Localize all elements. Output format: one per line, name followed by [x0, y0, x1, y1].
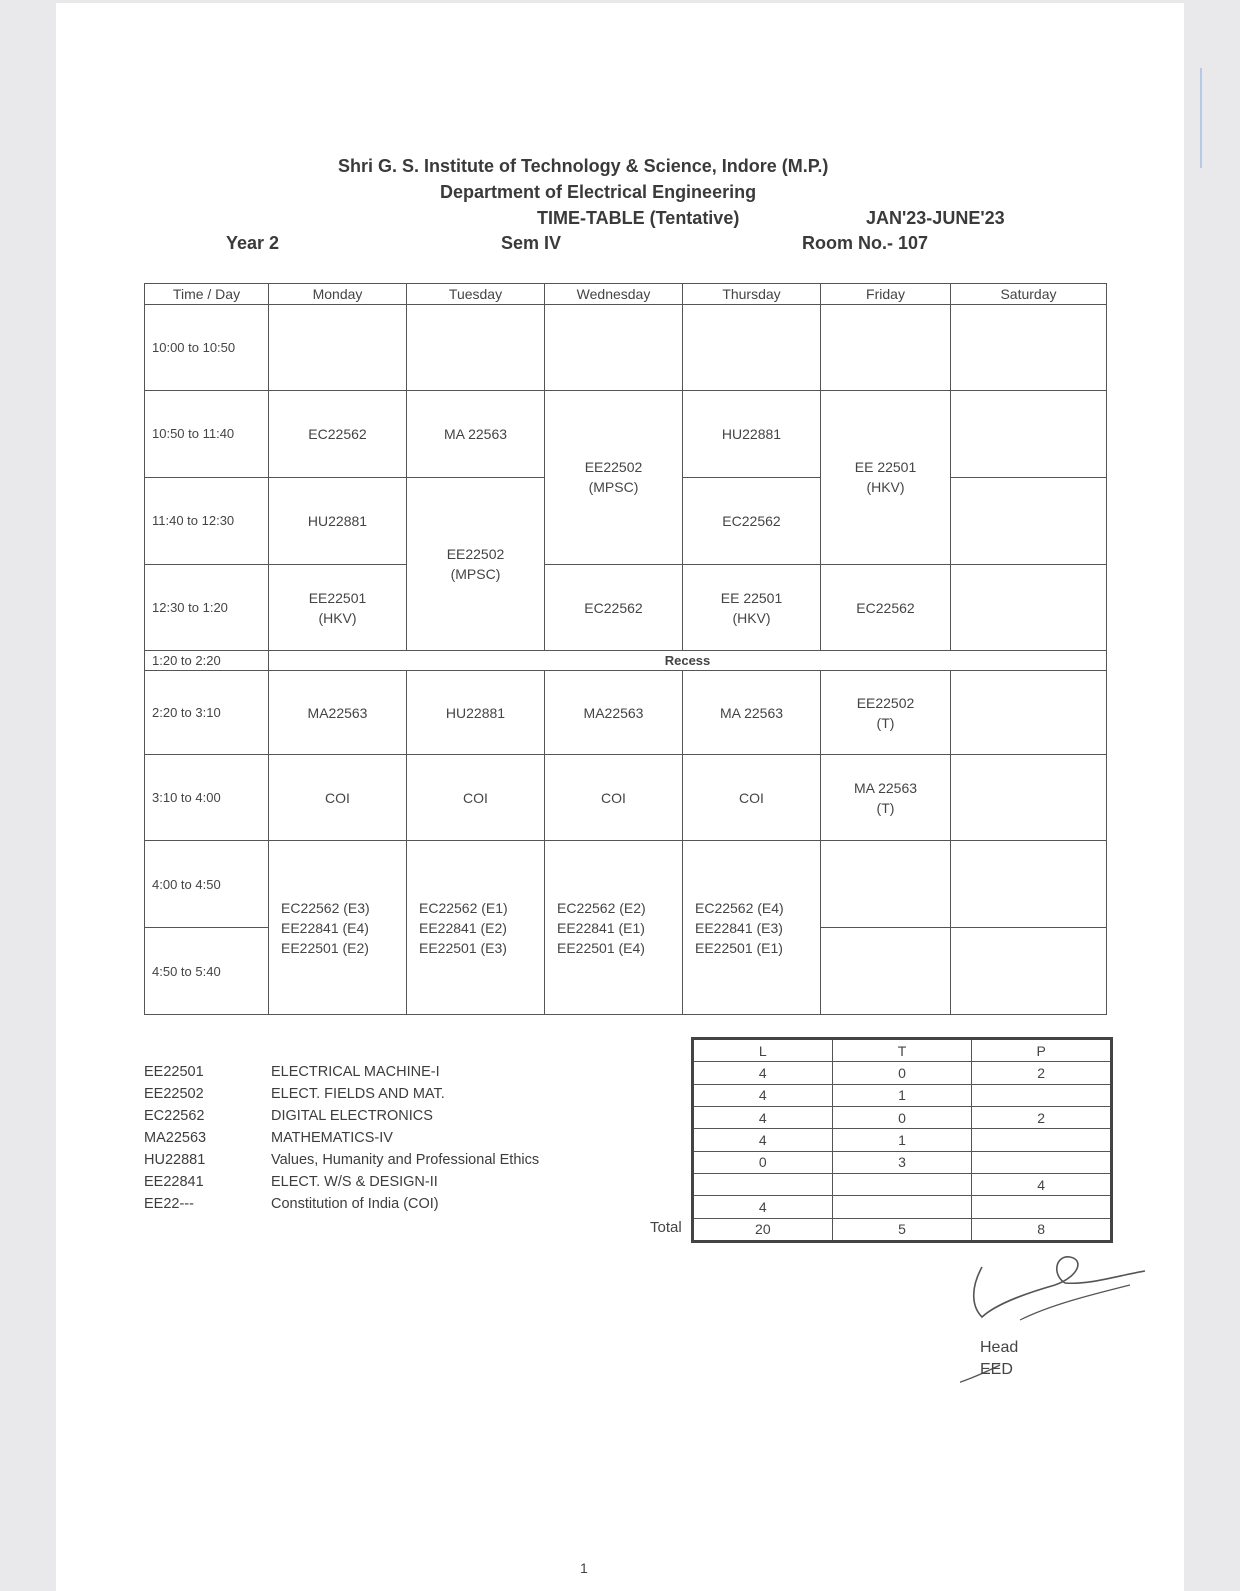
total-row: [693, 1218, 1112, 1241]
table-cell: [693, 1173, 833, 1195]
ltp-header-l: L: [693, 1039, 833, 1062]
table-cell: [683, 305, 821, 391]
table-cell: [407, 305, 545, 391]
table-cell: [545, 391, 683, 565]
table-row: [693, 1196, 1112, 1218]
cell-line: EC22562 (E4): [695, 899, 784, 916]
table-cell: 2: [972, 1107, 1112, 1129]
table-cell: HU22881: [683, 391, 821, 478]
lab-cell-monday: [269, 841, 407, 1015]
table-cell: [832, 1196, 972, 1218]
table-cell: COI: [407, 755, 545, 841]
table-cell: EC22562: [269, 391, 407, 478]
table-row: [145, 564, 1107, 651]
cell-line: EE22502: [856, 694, 915, 711]
table-row: [145, 670, 1107, 755]
course-code: EE22---: [144, 1196, 194, 1212]
course-name: ELECT. FIELDS AND MAT.: [271, 1086, 445, 1102]
table-row: [145, 391, 1107, 478]
table-header-row: [145, 284, 1107, 305]
table-row: [145, 755, 1107, 841]
table-cell: [972, 1151, 1112, 1173]
table-cell: [951, 841, 1107, 928]
table-cell: 3: [832, 1151, 972, 1173]
course-code: MA22563: [144, 1130, 207, 1146]
room-label: Room No.- 107: [802, 233, 929, 253]
cell-line: (HKV): [866, 479, 905, 496]
cell-line: EC22562 (E2): [557, 899, 646, 916]
list-item: [144, 1127, 539, 1149]
cell-line: (HKV): [732, 609, 771, 626]
table-cell: 4: [693, 1062, 833, 1084]
day-header-thursday: Thursday: [683, 284, 821, 305]
department-name: Department of Electrical Engineering: [440, 182, 757, 202]
table-cell: MA22563: [269, 670, 407, 755]
signature-line-2: EED: [980, 1361, 1013, 1378]
recess-row: [145, 651, 1107, 670]
document-title: TIME-TABLE (Tentative): [537, 208, 740, 228]
table-cell: [951, 928, 1107, 1015]
table-cell: HU22881: [269, 477, 407, 564]
total-p: 8: [972, 1218, 1112, 1241]
table-cell: [951, 305, 1107, 391]
cell-line: EE 22501: [854, 459, 917, 476]
table-cell: [832, 1173, 972, 1195]
table-cell: EC22562: [821, 564, 951, 651]
table-row: [693, 1062, 1112, 1084]
day-header-wednesday: Wednesday: [545, 284, 683, 305]
list-item: [144, 1061, 539, 1083]
table-cell: [545, 305, 683, 391]
course-name: ELECTRICAL MACHINE-I: [271, 1064, 440, 1080]
table-cell: HU22881: [407, 670, 545, 755]
table-cell: [407, 477, 545, 651]
table-cell: 4: [972, 1173, 1112, 1195]
time-slot: 10:50 to 11:40: [145, 391, 269, 478]
day-header-monday: Monday: [269, 284, 407, 305]
table-cell: 0: [832, 1107, 972, 1129]
time-slot: 11:40 to 12:30: [145, 477, 269, 564]
course-list: [144, 1061, 539, 1215]
table-cell: [951, 564, 1107, 651]
list-item: [144, 1171, 539, 1193]
lab-cell-tuesday: [407, 841, 545, 1015]
table-row: [693, 1129, 1112, 1151]
course-code: EE22841: [144, 1174, 204, 1190]
table-cell: 4: [693, 1196, 833, 1218]
corner-header: Time / Day: [145, 284, 269, 305]
table-cell: COI: [269, 755, 407, 841]
table-cell: [951, 477, 1107, 564]
cell-line: EC22562 (E1): [419, 899, 508, 916]
cell-line: EC22562 (E3): [281, 899, 370, 916]
course-code: HU22881: [144, 1152, 206, 1168]
course-name: Values, Humanity and Professional Ethics: [271, 1152, 540, 1168]
total-label: Total: [650, 1219, 682, 1236]
cell-line: EE22501 (E3): [419, 939, 507, 956]
page-number: 1: [580, 1560, 588, 1576]
timetable: [144, 283, 1107, 1015]
total-t: 5: [832, 1218, 972, 1241]
table-cell: [821, 928, 951, 1015]
time-slot: 4:50 to 5:40: [145, 928, 269, 1015]
table-row: [693, 1084, 1112, 1106]
course-name: ELECT. W/S & DESIGN-II: [271, 1174, 438, 1190]
cell-line: (HKV): [318, 609, 357, 626]
cell-line: EE 22501: [720, 589, 783, 606]
institute-name: Shri G. S. Institute of Technology & Science, Indore (M.P.): [338, 156, 829, 176]
cell-line: (MPSC): [588, 479, 639, 496]
lab-cell-thursday: [683, 841, 821, 1015]
table-cell: [683, 564, 821, 651]
table-cell: [821, 305, 951, 391]
time-slot: 12:30 to 1:20: [145, 564, 269, 651]
table-row: [145, 841, 1107, 928]
table-cell: 1: [832, 1129, 972, 1151]
lab-cell-wednesday: [545, 841, 683, 1015]
table-cell: 4: [693, 1129, 833, 1151]
signature: [960, 1255, 1150, 1405]
table-cell: 0: [832, 1062, 972, 1084]
course-code: EC22562: [144, 1108, 205, 1124]
table-cell: MA 22563: [407, 391, 545, 478]
cell-line: EE22841 (E2): [419, 919, 507, 936]
ltp-header-p: P: [972, 1039, 1112, 1062]
table-cell: EC22562: [545, 564, 683, 651]
table-row: [145, 305, 1107, 391]
cell-line: EE22841 (E1): [557, 919, 645, 936]
time-slot: 2:20 to 3:10: [145, 670, 269, 755]
day-header-friday: Friday: [821, 284, 951, 305]
course-code: EE22502: [144, 1086, 204, 1102]
list-item: [144, 1083, 539, 1105]
semester-label: Sem IV: [501, 233, 562, 253]
table-header-row: [693, 1039, 1112, 1062]
table-row: [693, 1151, 1112, 1173]
table-row: [693, 1173, 1112, 1195]
table-cell: [821, 391, 951, 565]
table-row: [693, 1107, 1112, 1129]
time-slot: 1:20 to 2:20: [145, 651, 269, 670]
table-cell: [951, 391, 1107, 478]
table-cell: [821, 841, 951, 928]
cell-line: (T): [876, 799, 895, 816]
table-cell: [951, 670, 1107, 755]
day-header-saturday: Saturday: [951, 284, 1107, 305]
table-cell: EC22562: [683, 477, 821, 564]
session: JAN'23-JUNE'23: [866, 208, 1005, 228]
table-cell: 4: [693, 1084, 833, 1106]
table-cell: 4: [693, 1107, 833, 1129]
course-code: EE22501: [144, 1064, 204, 1080]
table-cell: [821, 755, 951, 841]
table-cell: [972, 1084, 1112, 1106]
course-name: DIGITAL ELECTRONICS: [271, 1108, 433, 1124]
table-cell: 2: [972, 1062, 1112, 1084]
course-name: Constitution of India (COI): [271, 1196, 439, 1212]
table-cell: [269, 564, 407, 651]
recess-label: Recess: [269, 651, 1107, 670]
table-cell: [951, 755, 1107, 841]
ltp-table: [691, 1037, 1113, 1243]
table-cell: COI: [545, 755, 683, 841]
table-cell: 1: [832, 1084, 972, 1106]
table-cell: COI: [683, 755, 821, 841]
ltp-header-t: T: [832, 1039, 972, 1062]
cell-line: EE22841 (E4): [281, 919, 369, 936]
list-item: [144, 1149, 539, 1171]
cell-line: (MPSC): [450, 566, 501, 583]
table-cell: [972, 1129, 1112, 1151]
cell-line: EE22502: [446, 546, 505, 563]
head-eed-label: [980, 1337, 1018, 1381]
table-cell: 0: [693, 1151, 833, 1173]
cell-line: (T): [876, 714, 895, 731]
cell-line: EE22501 (E2): [281, 939, 369, 956]
table-cell: [972, 1196, 1112, 1218]
cell-line: EE22502: [584, 459, 643, 476]
table-cell: MA22563: [545, 670, 683, 755]
cell-line: EE22501 (E4): [557, 939, 645, 956]
total-l: 20: [693, 1218, 833, 1241]
cell-line: MA 22563: [853, 779, 918, 796]
time-slot: 4:00 to 4:50: [145, 841, 269, 928]
signature-line-1: Head: [980, 1339, 1019, 1356]
course-name: MATHEMATICS-IV: [271, 1130, 393, 1146]
day-header-tuesday: Tuesday: [407, 284, 545, 305]
cell-line: EE22501: [308, 589, 367, 606]
time-slot: 10:00 to 10:50: [145, 305, 269, 391]
year-label: Year 2: [226, 233, 280, 253]
list-item: [144, 1193, 539, 1215]
list-item: [144, 1105, 539, 1127]
table-cell: [821, 670, 951, 755]
cell-line: EE22501 (E1): [695, 939, 783, 956]
table-cell: MA 22563: [683, 670, 821, 755]
time-slot: 3:10 to 4:00: [145, 755, 269, 841]
table-cell: [269, 305, 407, 391]
cell-line: EE22841 (E3): [695, 919, 783, 936]
scan-edge-line: [1200, 68, 1202, 168]
